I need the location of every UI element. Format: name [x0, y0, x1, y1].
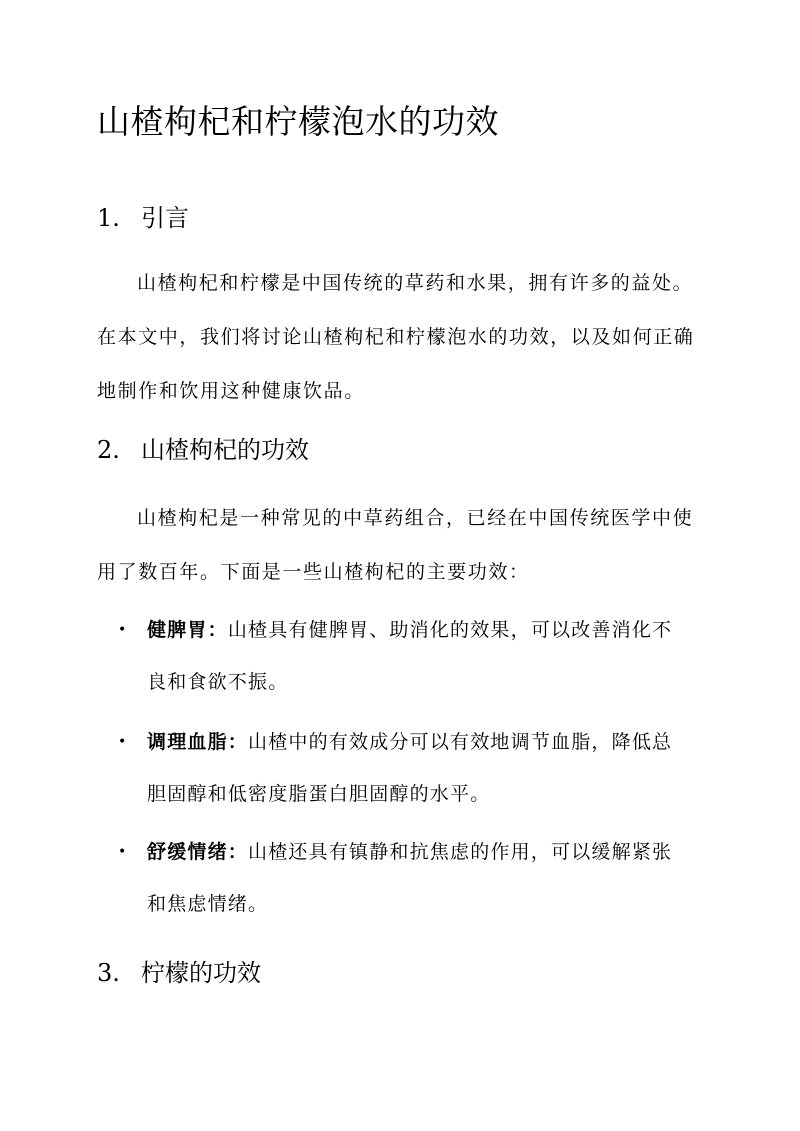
list-item-body — [147, 826, 699, 930]
section-number: 1. — [97, 204, 120, 232]
list-item-term: 舒缓情绪： — [147, 841, 249, 863]
paragraph-line: 地制作和饮用这种健康饮品。 — [97, 380, 365, 402]
list-item-line — [147, 604, 699, 656]
list-item-body — [147, 716, 699, 820]
list-item-line: 胆固醇和低密度脂蛋白胆固醇的水平。 — [147, 783, 491, 805]
section-paragraph-1 — [97, 256, 701, 418]
section-title: 山楂枸杞的功效 — [141, 436, 309, 464]
bullet-icon: • — [118, 734, 128, 750]
list-item-text: 山楂具有健脾胃、助消化的效果，可以改善消化不 — [227, 619, 673, 641]
list-item-line — [147, 716, 699, 768]
section-heading-2 — [97, 430, 309, 465]
paragraph-line: 在本文中，我们将讨论山楂枸杞和柠檬泡水的功效，以及如何正确 — [97, 326, 695, 348]
section-heading-3 — [97, 953, 261, 988]
list-item-line — [147, 826, 699, 878]
bullet-icon: • — [118, 622, 128, 638]
list-item-text: 山楂还具有镇静和抗焦虑的作用，可以缓解紧张 — [248, 841, 673, 863]
paragraph-line: 山楂枸杞和柠檬是中国传统的草药和水果，拥有许多的益处。 — [137, 272, 694, 294]
section-paragraph-2 — [97, 491, 701, 599]
section-title: 柠檬的功效 — [141, 959, 261, 987]
section-title: 引言 — [141, 204, 189, 232]
section-number: 3. — [97, 959, 120, 987]
list-item-line: 良和食欲不振。 — [147, 671, 289, 693]
list-item-line: 和焦虑情绪。 — [147, 893, 269, 915]
paragraph-line: 山楂枸杞是一种常见的中草药组合，已经在中国传统医学中使 — [137, 507, 694, 529]
bullet-icon: • — [118, 844, 128, 860]
paragraph-line: 用了数百年。下面是一些山楂枸杞的主要功效： — [97, 561, 530, 583]
section-number: 2. — [97, 436, 120, 464]
list-item-body — [147, 604, 699, 708]
list-item-term: 健脾胃： — [147, 619, 228, 641]
section-heading-1 — [97, 198, 189, 233]
list-item-text: 山楂中的有效成分可以有效地调节血脂，降低总 — [248, 731, 673, 753]
document-title: 山楂枸杞和柠檬泡水的功效 — [97, 102, 499, 141]
list-item-term: 调理血脂： — [147, 731, 249, 753]
